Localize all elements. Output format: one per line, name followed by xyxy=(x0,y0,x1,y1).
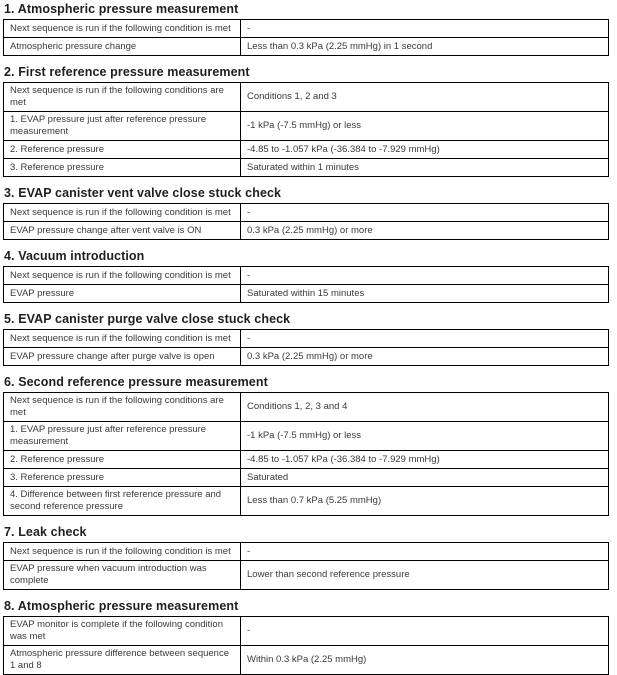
table-row xyxy=(4,330,609,348)
table-row xyxy=(4,487,609,516)
section-table xyxy=(3,203,609,240)
section-table-body xyxy=(4,204,609,240)
row-value: - xyxy=(241,543,609,561)
row-label: 4. Difference between first reference pressure and second reference pressure xyxy=(4,487,241,516)
row-label: Next sequence is run if the following condition is met xyxy=(4,20,241,38)
section-table xyxy=(3,616,609,675)
row-value: -4.85 to -1.057 kPa (-36.384 to -7.929 mmHg) xyxy=(241,141,609,159)
row-value: Within 0.3 kPa (2.25 mmHg) xyxy=(241,646,609,675)
section-table xyxy=(3,82,609,177)
row-label: 1. EVAP pressure just after reference pressure measurement xyxy=(4,112,241,141)
row-label: Next sequence is run if the following condition is met xyxy=(4,204,241,222)
section-table-body xyxy=(4,393,609,516)
row-label: Next sequence is run if the following condition is met xyxy=(4,543,241,561)
row-value: Saturated within 1 minutes xyxy=(241,159,609,177)
table-row xyxy=(4,267,609,285)
row-label: EVAP pressure when vacuum introduction was complete xyxy=(4,561,241,590)
table-row xyxy=(4,222,609,240)
row-label: EVAP pressure xyxy=(4,285,241,303)
row-value: - xyxy=(241,267,609,285)
section-table xyxy=(3,392,609,516)
row-value: Conditions 1, 2, 3 and 4 xyxy=(241,393,609,422)
table-row xyxy=(4,561,609,590)
row-label: Next sequence is run if the following conditions are met xyxy=(4,393,241,422)
row-label: Next sequence is run if the following condition is met xyxy=(4,330,241,348)
section-table-body xyxy=(4,267,609,303)
row-label: EVAP pressure change after vent valve is ON xyxy=(4,222,241,240)
section xyxy=(3,249,617,303)
table-row xyxy=(4,469,609,487)
row-value: -1 kPa (-7.5 mmHg) or less xyxy=(241,422,609,451)
table-row xyxy=(4,348,609,366)
row-label: 3. Reference pressure xyxy=(4,159,241,177)
table-row xyxy=(4,285,609,303)
section-title: 8. Atmospheric pressure measurement xyxy=(4,599,239,613)
row-value: Less than 0.7 kPa (5.25 mmHg) xyxy=(241,487,609,516)
section xyxy=(3,186,617,240)
table-row xyxy=(4,204,609,222)
row-value: - xyxy=(241,617,609,646)
table-row xyxy=(4,20,609,38)
table-row xyxy=(4,141,609,159)
row-value: Less than 0.3 kPa (2.25 mmHg) in 1 second xyxy=(241,38,609,56)
table-row xyxy=(4,83,609,112)
section-table-body xyxy=(4,617,609,675)
row-label: 1. EVAP pressure just after reference pressure measurement xyxy=(4,422,241,451)
table-row xyxy=(4,112,609,141)
row-label: EVAP monitor is complete if the following condition was met xyxy=(4,617,241,646)
section xyxy=(3,375,617,516)
section-title: 7. Leak check xyxy=(4,525,87,539)
section-table xyxy=(3,266,609,303)
section-table xyxy=(3,329,609,366)
section xyxy=(3,525,617,590)
row-value: - xyxy=(241,330,609,348)
table-row xyxy=(4,451,609,469)
section xyxy=(3,312,617,366)
section-table-body xyxy=(4,330,609,366)
table-row xyxy=(4,646,609,675)
row-value: Lower than second reference pressure xyxy=(241,561,609,590)
row-label: EVAP pressure change after purge valve is open xyxy=(4,348,241,366)
row-label: Next sequence is run if the following conditions are met xyxy=(4,83,241,112)
section-table-body xyxy=(4,83,609,177)
row-value: -4.85 to -1.057 kPa (-36.384 to -7.929 mmHg) xyxy=(241,451,609,469)
section-title: 2. First reference pressure measurement xyxy=(4,65,250,79)
section-table xyxy=(3,19,609,56)
row-value: - xyxy=(241,20,609,38)
row-label: Atmospheric pressure difference between sequence 1 and 8 xyxy=(4,646,241,675)
row-label: 2. Reference pressure xyxy=(4,141,241,159)
row-label: Next sequence is run if the following condition is met xyxy=(4,267,241,285)
section-table-body xyxy=(4,543,609,590)
row-label: Atmospheric pressure change xyxy=(4,38,241,56)
table-row xyxy=(4,422,609,451)
row-value: Conditions 1, 2 and 3 xyxy=(241,83,609,112)
table-row xyxy=(4,543,609,561)
section-title: 3. EVAP canister vent valve close stuck check xyxy=(4,186,282,200)
section-title: 4. Vacuum introduction xyxy=(4,249,145,263)
table-row xyxy=(4,159,609,177)
row-value: 0.3 kPa (2.25 mmHg) or more xyxy=(241,348,609,366)
row-value: 0.3 kPa (2.25 mmHg) or more xyxy=(241,222,609,240)
section xyxy=(3,2,617,56)
row-label: 3. Reference pressure xyxy=(4,469,241,487)
table-row xyxy=(4,393,609,422)
section-table xyxy=(3,542,609,590)
table-row xyxy=(4,38,609,56)
row-value: - xyxy=(241,204,609,222)
section-title: 5. EVAP canister purge valve close stuck check xyxy=(4,312,291,326)
section-table-body xyxy=(4,20,609,56)
section xyxy=(3,65,617,177)
row-value: Saturated within 15 minutes xyxy=(241,285,609,303)
section-title: 6. Second reference pressure measurement xyxy=(4,375,268,389)
section xyxy=(3,599,617,675)
row-label: 2. Reference pressure xyxy=(4,451,241,469)
row-value: -1 kPa (-7.5 mmHg) or less xyxy=(241,112,609,141)
section-title: 1. Atmospheric pressure measurement xyxy=(4,2,239,16)
row-value: Saturated xyxy=(241,469,609,487)
